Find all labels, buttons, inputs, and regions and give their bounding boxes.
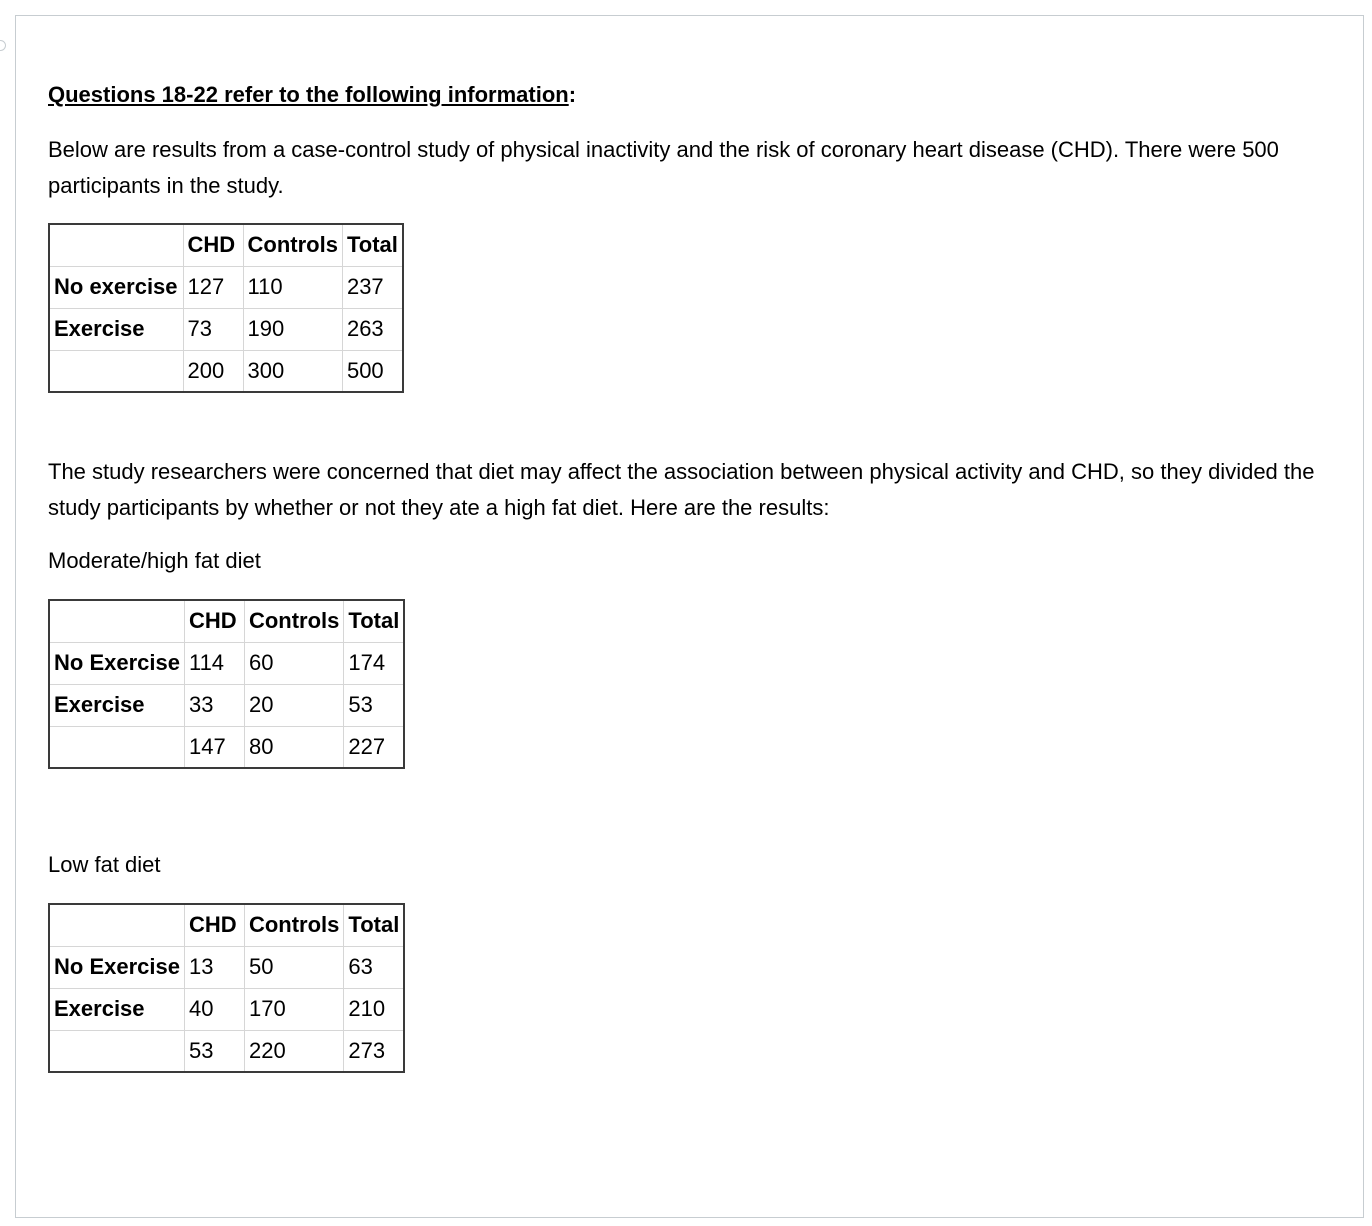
heading-suffix: :	[568, 82, 577, 107]
table-row	[49, 308, 403, 350]
header-cell	[49, 904, 184, 946]
table-header-row	[49, 600, 404, 642]
row-label: No Exercise	[49, 642, 184, 684]
row-label: No exercise	[49, 266, 183, 308]
table-total-row	[49, 726, 404, 768]
header-cell: Controls	[244, 600, 343, 642]
table-cell: 20	[244, 684, 343, 726]
row-label: Exercise	[49, 988, 184, 1030]
overall-table	[48, 223, 404, 393]
table-cell: 50	[244, 946, 343, 988]
header-cell: Total	[342, 224, 402, 266]
table-cell: 53	[184, 1030, 244, 1072]
heading-text: Questions 18-22 refer to the following information	[48, 82, 569, 107]
header-cell	[49, 224, 183, 266]
header-cell: CHD	[184, 904, 244, 946]
header-cell: Total	[344, 600, 404, 642]
table-cell: 227	[344, 726, 404, 768]
table-row	[49, 642, 404, 684]
edge-handle	[0, 40, 6, 51]
table-cell: 53	[344, 684, 404, 726]
table-cell: 220	[244, 1030, 343, 1072]
row-label: Exercise	[49, 684, 184, 726]
table-cell: 147	[184, 726, 244, 768]
question-frame	[15, 15, 1364, 1218]
row-label: Exercise	[49, 308, 183, 350]
table-cell: 190	[243, 308, 342, 350]
table-cell: 273	[344, 1030, 404, 1072]
high-fat-table	[48, 599, 405, 769]
table-cell: 170	[244, 988, 343, 1030]
table-cell: 237	[342, 266, 402, 308]
question-heading	[48, 82, 576, 108]
table-cell: 13	[184, 946, 244, 988]
table-cell: 80	[244, 726, 343, 768]
table-cell: 300	[243, 350, 342, 392]
table-header-row	[49, 904, 404, 946]
table-total-row	[49, 350, 403, 392]
header-cell: CHD	[183, 224, 243, 266]
table-cell: 63	[344, 946, 404, 988]
table-row	[49, 266, 403, 308]
table-cell: 73	[183, 308, 243, 350]
row-label	[49, 1030, 184, 1072]
table-row	[49, 684, 404, 726]
table-header-row	[49, 224, 403, 266]
row-label	[49, 350, 183, 392]
header-cell: Controls	[244, 904, 343, 946]
table-row	[49, 988, 404, 1030]
table-cell: 60	[244, 642, 343, 684]
table-cell: 114	[184, 642, 244, 684]
row-label	[49, 726, 184, 768]
table-cell: 200	[183, 350, 243, 392]
table-cell: 500	[342, 350, 402, 392]
table-cell: 263	[342, 308, 402, 350]
table-cell: 110	[243, 266, 342, 308]
header-cell	[49, 600, 184, 642]
row-label: No Exercise	[49, 946, 184, 988]
low-fat-table	[48, 903, 405, 1073]
header-cell: Total	[344, 904, 404, 946]
low-fat-label: Low fat diet	[48, 852, 161, 877]
table-cell: 174	[344, 642, 404, 684]
table-cell: 40	[184, 988, 244, 1030]
table-row	[49, 946, 404, 988]
table-total-row	[49, 1030, 404, 1072]
table-cell: 210	[344, 988, 404, 1030]
table-cell: 33	[184, 684, 244, 726]
table-cell: 127	[183, 266, 243, 308]
concern-paragraph: The study researchers were concerned that diet may affect the association between physical activity and CHD, so they divided the study participants by whether or not they ate a high fat diet. Here are the results:	[48, 459, 1315, 520]
high-fat-label: Moderate/high fat diet	[48, 548, 261, 573]
intro-paragraph: Below are results from a case-control study of physical inactivity and the risk of coronary heart disease (CHD). There were 500 participants in the study.	[48, 137, 1279, 198]
header-cell: CHD	[184, 600, 244, 642]
header-cell: Controls	[243, 224, 342, 266]
